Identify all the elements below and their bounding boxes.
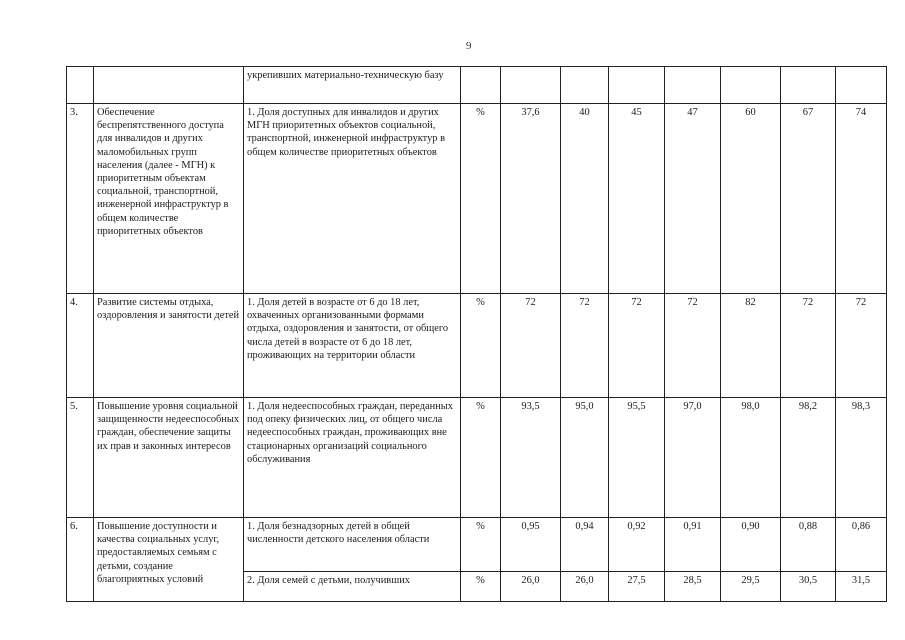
table-row — [67, 294, 887, 398]
unit-cell: % — [461, 294, 501, 398]
indicator-cell: 2. Доля семей с детьми, получивших — [244, 572, 461, 602]
indicator-cell: 1. Доля доступных для инвалидов и других МГН приоритетных объектов социальной, транспортной, инженерной инфраструктур в общем количестве приоритетных объектов — [244, 104, 461, 294]
value-cell: 27,5 — [609, 572, 665, 602]
page-number: 9 — [466, 40, 472, 52]
unit-cell: % — [461, 398, 501, 518]
unit-cell: % — [461, 518, 501, 572]
value-cell: 97,0 — [665, 398, 721, 518]
goal-cell: Повышение доступности и качества социальных услуг, предоставляемых семьям с детьми, создание благоприятных условий — [94, 518, 244, 602]
value-cell — [721, 67, 781, 104]
value-cell: 95,0 — [561, 398, 609, 518]
value-cell — [781, 67, 836, 104]
value-cell: 72 — [561, 294, 609, 398]
table-row — [67, 518, 887, 572]
value-cell — [501, 67, 561, 104]
indicators-table — [66, 66, 887, 602]
value-cell: 37,6 — [501, 104, 561, 294]
indicator-cell: 1. Доля недееспособных граждан, переданных под опеку физических лиц, от общего числа недееспособных граждан, проживающих вне стационарных организаций социального обслуживания — [244, 398, 461, 518]
value-cell: 26,0 — [501, 572, 561, 602]
value-cell: 72 — [836, 294, 887, 398]
row-number: 3. — [67, 104, 94, 294]
row-number — [67, 67, 94, 104]
value-cell: 26,0 — [561, 572, 609, 602]
value-cell: 0,88 — [781, 518, 836, 572]
value-cell: 98,2 — [781, 398, 836, 518]
goal-cell: Обеспечение беспрепятственного доступа для инвалидов и других маломобильных групп населения (далее - МГН) к приоритетным объектам социальной, транспортной, инженерной инфраструктур в общем количестве приоритетных объектов — [94, 104, 244, 294]
indicator-cell: укрепивших материально-техническую базу — [244, 67, 461, 104]
value-cell: 0,91 — [665, 518, 721, 572]
unit-cell: % — [461, 572, 501, 602]
goal-cell: Повышение уровня социальной защищенности недееспособных граждан, обеспечение защиты их прав и законных интересов — [94, 398, 244, 518]
value-cell: 67 — [781, 104, 836, 294]
value-cell: 98,0 — [721, 398, 781, 518]
value-cell: 0,86 — [836, 518, 887, 572]
value-cell: 0,92 — [609, 518, 665, 572]
value-cell: 72 — [781, 294, 836, 398]
value-cell: 72 — [501, 294, 561, 398]
row-number: 4. — [67, 294, 94, 398]
value-cell — [609, 67, 665, 104]
table-row — [67, 398, 887, 518]
indicator-cell: 1. Доля детей в возрасте от 6 до 18 лет, охваченных организованными формами отдыха, оздоровления и занятости, от общего числа детей в возрасте от 6 до 18 лет, проживающих на территории области — [244, 294, 461, 398]
goal-cell — [94, 67, 244, 104]
row-number: 6. — [67, 518, 94, 602]
value-cell — [665, 67, 721, 104]
indicator-cell: 1. Доля безнадзорных детей в общей численности детского населения области — [244, 518, 461, 572]
table-row — [67, 67, 887, 104]
value-cell: 72 — [609, 294, 665, 398]
value-cell: 47 — [665, 104, 721, 294]
value-cell: 30,5 — [781, 572, 836, 602]
value-cell: 45 — [609, 104, 665, 294]
row-number: 5. — [67, 398, 94, 518]
unit-cell: % — [461, 104, 501, 294]
value-cell: 72 — [665, 294, 721, 398]
value-cell: 28,5 — [665, 572, 721, 602]
unit-cell — [461, 67, 501, 104]
value-cell: 0,90 — [721, 518, 781, 572]
value-cell: 74 — [836, 104, 887, 294]
value-cell: 98,3 — [836, 398, 887, 518]
table-row — [67, 104, 887, 294]
value-cell: 29,5 — [721, 572, 781, 602]
value-cell: 0,94 — [561, 518, 609, 572]
value-cell: 95,5 — [609, 398, 665, 518]
value-cell: 82 — [721, 294, 781, 398]
value-cell — [836, 67, 887, 104]
value-cell — [561, 67, 609, 104]
value-cell: 40 — [561, 104, 609, 294]
value-cell: 0,95 — [501, 518, 561, 572]
goal-cell: Развитие системы отдыха, оздоровления и занятости детей — [94, 294, 244, 398]
value-cell: 60 — [721, 104, 781, 294]
value-cell: 93,5 — [501, 398, 561, 518]
value-cell: 31,5 — [836, 572, 887, 602]
